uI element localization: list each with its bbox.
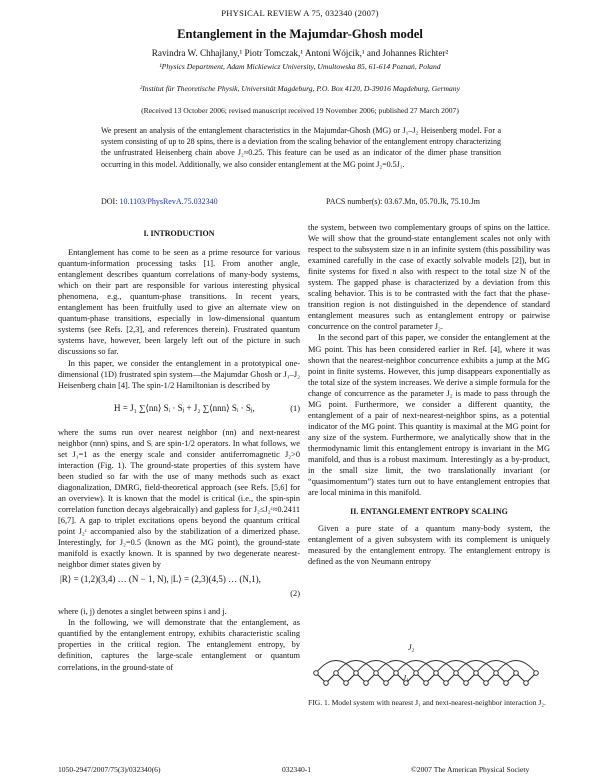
section-heading-introduction: I. INTRODUCTION bbox=[143, 229, 215, 238]
doi-link[interactable]: 10.1103/PhysRevA.75.032340 bbox=[119, 197, 218, 206]
intro-paragraph-5: In the following, we will demonstrate that the entanglement, as quantified by the entanglement entropy, exhibits characteristic scaling properties in the critical region. The entanglement entropy, by definition, captures the large-scale entanglement or quantum correlations, in the ground-state of bbox=[58, 618, 300, 672]
intro-paragraph-2: In this paper, we consider the entanglement in a prototypical one-dimensional (1D) frustrated spin system—the Majumdar Ghosh or J₁–J₂ Heisenberg chain [4]. The spin-1/2 Hamiltonian is described by bbox=[58, 358, 300, 390]
intro-paragraph-1: Entanglement has come to be seen as a prime resource for various quantum-information processing tasks [1]. From another angle, entanglement describes quantum correlations of many-body systems, which on their part are responsible for various interesting physical phenomena, e.g., quantum-phase transitions. In recent years, entanglement has been fruitfully used to give an alternate view on quantum-phase transitions, especially in low-dimensional quantum systems (see Refs. [2,3], and references therein). Frustrated quantum systems have, however, been largely left out of the picture in such discussions so far. bbox=[58, 248, 300, 357]
entropy-paragraph-1: Given a pure state of a quantum many-body system, the entanglement of a given subsystem with its complement is uniquely measured by the entanglement entropy. The entanglement entropy is defined as the von Neumann entropy bbox=[308, 524, 550, 567]
equation-2 bbox=[58, 574, 300, 600]
intro-paragraph-4: where (i, j) denotes a singlet between spins i and j. bbox=[58, 607, 227, 617]
j2-arcs bbox=[316, 661, 536, 674]
pacs-numbers: PACS number(s): 03.67.Mn, 05.70.Jk, 75.10.Jm bbox=[326, 197, 480, 206]
footer-issn: 1050-2947/2007/75(3)/032340(6) bbox=[58, 765, 161, 774]
section-heading-entropy: II. ENTANGLEMENT ENTROPY SCALING bbox=[350, 507, 508, 517]
figure-1-spin-chain bbox=[312, 640, 548, 690]
author-list: Ravindra W. Chhajlany,¹ Piotr Tomczak,¹ Antoni Wójcik,¹ and Johannes Richter² bbox=[151, 48, 449, 58]
figure-1-caption: FIG. 1. Model system with nearest J₁ and next-nearest-neighbor interaction J₂. bbox=[308, 698, 546, 707]
equation-1-body: H = J₁ ∑⟨nn⟩ Sᵢ · Sⱼ + J₂ ∑⟨nnn⟩ Sᵢ · Sⱼ, bbox=[114, 402, 255, 413]
affiliation-2: ²Institut für Theoretische Physik, Universität Magdeburg, P.O. Box 4120, D-39016 Magdeburg, Germany bbox=[140, 84, 460, 93]
right-column bbox=[308, 222, 550, 567]
footer-page-number: 032340-1 bbox=[282, 765, 312, 774]
affiliation-1: ¹Physics Department, Adam Mickiewicz University, Umultowska 85, 61-614 Poznań, Poland bbox=[159, 62, 441, 71]
doi-line bbox=[101, 197, 218, 206]
paper-title: Entanglement in the Majumdar-Ghosh model bbox=[177, 27, 423, 41]
left-column bbox=[58, 228, 300, 673]
received-dates: (Received 13 October 2006; revised manuscript received 19 November 2006; published 27 March 2007) bbox=[141, 106, 459, 115]
equation-1 bbox=[58, 397, 300, 423]
intro-paragraph-6: the system, between two complementary groups of spins on the lattice. We will show that the ground-state entanglement scales not only with respect to the subsystem size n in an infinite system (this possibility was examined carefully in the case of exactly solvable models [2]), but in finite systems for fixed n also with respect to the total size N of the system. The gapped phase is characterized by a deviation from this scaling behavior. This is to be contrasted with the fact that the phase-transition region is not distinguished in the dependence of standard entanglement measures such as entanglement entropy or pairwise concurrence on the control parameter J₂. bbox=[308, 223, 550, 332]
footer-copyright: ©2007 The American Physical Society bbox=[411, 765, 530, 774]
equation-2-body: |R⟩ = (1,2)(3,4) … (N − 1, N), |L⟩ = (2,3)(4,5) … (N,1), bbox=[60, 574, 261, 585]
equation-2-number: (2) bbox=[290, 589, 300, 599]
figure-label-j2: J₂ bbox=[408, 643, 415, 652]
equation-1-number: (1) bbox=[290, 403, 300, 413]
intro-paragraph-7: In the second part of this paper, we consider the entanglement at the MG point. This has been considered earlier in Ref. [4], where it was shown that the nearest-neighbor concurrence exhibits a jump at the MG point in finite systems. However, this jump disappears exponentially as the total size of the system increases. We derive a simple formula for the change of concurrence as the parameter J₂ is made to pass through the MG point. Furthermore, we consider a different quantity, the entanglement of a pair of next-nearest-neighbor spins, as a potential indicator of the MG point. This quantity is maximal at the MG point for any size of the system. Furthermore, we analytically show that in the thermodynamic limit this entanglement entropy is invariant in the MG manifold, and thus is a robust maximum. Interestingly as a by-product, in the small size limit, the two translationally invariant (or “quasimomentum”) states turn out to have entanglement entropies that are local minima in this manifold. bbox=[308, 333, 550, 498]
abstract: We present an analysis of the entanglement characteristics in the Majumdar-Ghosh (MG) or J₁–J₂ Heisenberg model. For a system consisting of up to 28 spins, there is a deviation from the scaling behavior of the entanglement entropy characterizing the unfrustrated Heisenberg chain above J₂≈0.25. This feature can be used as an indicator of the dimer phase transition occurring in this model. Additionally, we also consider entanglement at the MG point J₂=0.5J₁. bbox=[101, 126, 501, 169]
journal-header: PHYSICAL REVIEW A 75, 032340 (2007) bbox=[221, 8, 379, 18]
doi-label: DOI: bbox=[101, 197, 118, 206]
intro-paragraph-3: where the sums run over nearest neighbor (nn) and next-nearest neighbor (nnn) spins, and Sᵢ are spin-1/2 operators. In what follows, we set J₁=1 as the energy scale and consider antiferromagnetic J₂>0 interaction (Fig. 1). The ground-state properties of this system have been studied so far with the use of many methods such as exact diagonalization, DMRG, field-theoretical approach (see Refs. [5,6] for an overview). It is known that the model is critical (i.e., the spin-spin correlation function decays algebraically) and gapless for J₂≤J₂ᶜ≈0.2411 [6,7]. A gap to triplet excitations opens beyond the quantum critical point J₂ᶜ accompanied also by the stabilization of a dimerized phase. Interestingly, for J₂=0.5 (known as the MG point), the ground-state manifold is exactly known. It is spanned by two degenerate nearest-neighbor dimer states given by bbox=[58, 427, 300, 570]
spin-sites bbox=[314, 671, 539, 686]
figure-label-j1: J₁ bbox=[403, 674, 409, 682]
